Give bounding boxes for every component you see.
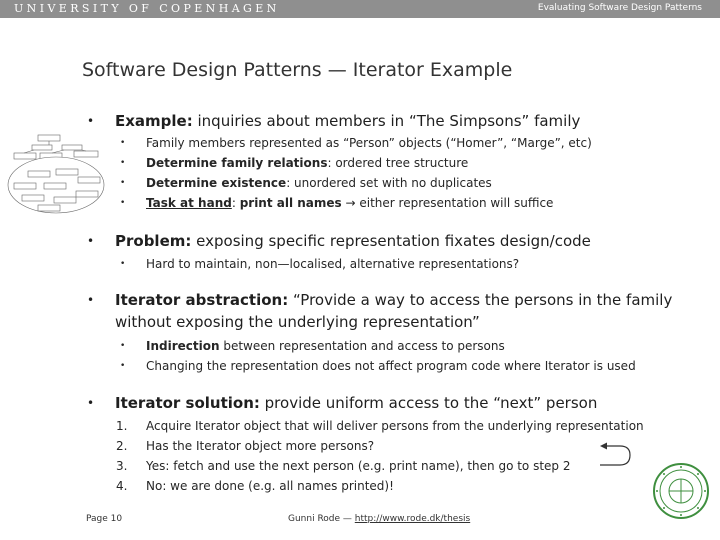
solution-text: provide uniform access to the “next” person	[259, 394, 598, 412]
abstraction-item-text: Changing the representation does not affect program code where Iterator is used	[146, 359, 636, 373]
solution-step-2	[116, 436, 375, 456]
solution-step-3	[116, 456, 571, 476]
sub-bullet-icon: •	[120, 259, 126, 269]
step-number: 3.	[116, 459, 128, 473]
footer-author: Gunni Rode —	[288, 514, 355, 524]
example-item-strong-2: print all names	[239, 196, 342, 210]
sub-bullet-icon: •	[120, 178, 126, 188]
page-number: Page 10	[86, 514, 123, 524]
example-item-text-2: → either representation will suffice	[341, 196, 554, 210]
loop-arrow-icon	[598, 440, 634, 470]
abstraction-item-2	[120, 356, 636, 376]
example-item-text: : ordered tree structure	[327, 156, 469, 170]
example-item-1	[120, 133, 592, 153]
solution-step-4	[116, 476, 394, 496]
problem-lead: Problem:	[115, 232, 192, 250]
example-item-text: :	[231, 196, 240, 210]
university-name: UNIVERSITY OF COPENHAGEN	[14, 2, 280, 15]
footer-link[interactable]: http://www.rode.dk/thesis	[354, 514, 471, 524]
bullet-icon: •	[87, 234, 95, 248]
example-item-3	[120, 173, 492, 193]
step-number: 1.	[116, 419, 128, 433]
step-text: Yes: fetch and use the next person (e.g. print name), then go to step 2	[146, 459, 571, 473]
abstraction-item-strong: Indirection	[146, 339, 220, 353]
sub-bullet-icon: •	[120, 361, 126, 371]
solution-step-1	[116, 416, 644, 436]
bullet-solution	[87, 392, 598, 414]
example-item-text: Family members represented as “Person” objects (“Homer”, “Marge”, etc)	[146, 136, 592, 150]
step-number: 2.	[116, 439, 128, 453]
example-item-2	[120, 153, 469, 173]
university-seal-icon	[652, 462, 710, 520]
bullet-icon: •	[87, 396, 95, 410]
bullet-icon: •	[87, 293, 95, 307]
slide-title: Software Design Patterns — Iterator Example	[82, 59, 513, 81]
abstraction-lead: Iterator abstraction:	[115, 291, 289, 309]
step-text: No: we are done (e.g. all names printed)!	[146, 479, 394, 493]
step-text: Acquire Iterator object that will deliver persons from the underlying representation	[146, 419, 644, 433]
family-tree-thumbnail	[4, 133, 108, 217]
step-text: Has the Iterator object more persons?	[146, 439, 375, 453]
example-lead: Example:	[115, 112, 193, 130]
bullet-example	[87, 110, 581, 132]
bullet-problem	[87, 230, 591, 252]
problem-item-1	[120, 254, 520, 274]
example-item-strong: Determine family relations	[146, 156, 328, 170]
problem-item-text: Hard to maintain, non—localised, alternative representations?	[146, 257, 520, 271]
example-item-strong: Determine existence	[146, 176, 287, 190]
example-item-4	[120, 193, 554, 213]
step-number: 4.	[116, 479, 128, 493]
abstraction-text-2: without exposing the underlying representation”	[115, 313, 480, 331]
example-item-text: : unordered set with no duplicates	[286, 176, 492, 190]
example-text: inquiries about members in “The Simpsons” family	[192, 112, 581, 130]
example-item-strong: Task at hand	[146, 196, 232, 210]
problem-text: exposing specific representation fixates design/code	[191, 232, 591, 250]
abstraction-text-1: “Provide a way to access the persons in the family	[288, 291, 673, 309]
sub-bullet-icon: •	[120, 138, 126, 148]
abstraction-item-text: between representation and access to persons	[219, 339, 505, 353]
solution-lead: Iterator solution:	[115, 394, 260, 412]
abstraction-item-1	[120, 336, 505, 356]
bullet-abstraction	[87, 289, 673, 333]
sub-bullet-icon: •	[120, 341, 126, 351]
footer-credit	[288, 514, 470, 524]
header-bar	[0, 0, 720, 18]
bullet-icon: •	[87, 114, 95, 128]
course-title: Evaluating Software Design Patterns	[537, 3, 702, 13]
sub-bullet-icon: •	[120, 158, 126, 168]
sub-bullet-icon: •	[120, 198, 126, 208]
